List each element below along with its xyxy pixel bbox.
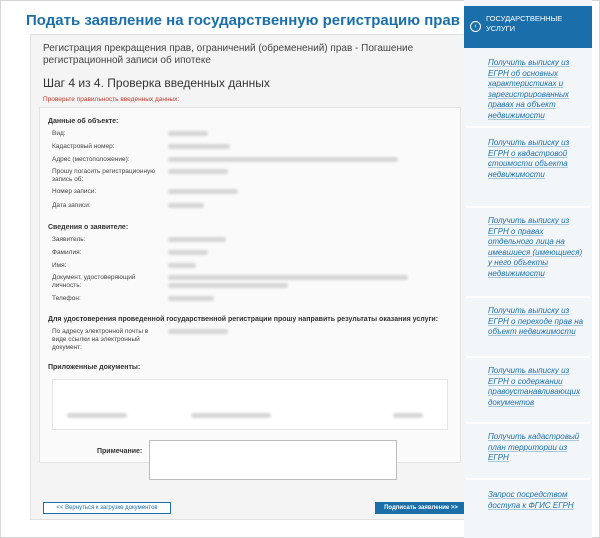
sidebar-link-cadastral-plan[interactable]: Получить кадастровый план территории из ЕГРН	[488, 432, 580, 462]
sidebar-divider	[466, 356, 590, 358]
redacted-value	[168, 157, 398, 162]
object-section-title: Данные об объекте:	[48, 118, 119, 125]
note-label: Примечание:	[97, 448, 143, 455]
redacted-value	[168, 329, 228, 334]
redacted-value	[168, 263, 196, 268]
sidebar-link-person-rights[interactable]: Получить выписку из ЕГРН о правах отдельного лица на имевшиеся (имеющиеся) у него объекты недвижимости	[488, 216, 583, 278]
services-sidebar	[464, 0, 592, 538]
sidebar-link-egrn-main[interactable]: Получить выписку из ЕГРН об основных характеристиках и зарегистрированных правах на объект недвижимости	[488, 58, 570, 120]
applicant-row-label: Документ, удостоверяющий личность:	[52, 274, 136, 289]
result-section-title: Для удостоверения проведенной государственной регистрации прошу направить результаты оказания услуги:	[48, 316, 439, 323]
redacted-value	[191, 413, 271, 418]
applicant-row-label: Телефон:	[52, 295, 81, 302]
redacted-value	[168, 237, 226, 242]
redacted-value	[168, 169, 228, 174]
applicant-row-label: Фамилия:	[52, 249, 82, 256]
sign-application-button[interactable]: Подписать заявление >>	[375, 502, 467, 514]
object-row-label: Номер записи:	[52, 188, 97, 195]
redacted-value	[67, 413, 127, 418]
object-row-label: Кадастровый номер:	[52, 143, 115, 150]
redacted-value	[168, 131, 208, 136]
result-row-label: По адресу электронной почты в виде ссылки на электронный документ:	[52, 328, 149, 351]
redacted-value	[168, 144, 230, 149]
sidebar-divider	[466, 478, 590, 480]
redacted-value	[168, 203, 204, 208]
object-row-label: Дата записи:	[52, 202, 91, 209]
review-data-box	[39, 107, 461, 463]
sidebar-link-rights-transfer[interactable]: Получить выписку из ЕГРН о переходе прав на объект недвижимости	[488, 306, 584, 336]
main-content	[14, 0, 460, 538]
back-to-upload-button[interactable]: << Вернуться к загрузке документов	[43, 502, 171, 514]
sidebar-divider	[466, 206, 590, 208]
sidebar-header[interactable]	[464, 6, 592, 48]
sidebar-link-title-documents[interactable]: Получить выписку из ЕГРН о содержании правоустанавливающих документов	[488, 366, 580, 407]
attached-docs-table	[52, 379, 448, 430]
service-name: Регистрация прекращения прав, ограничений (обременений) прав - Погашение регистрационной записи об ипотеке	[43, 43, 414, 66]
redacted-value	[168, 250, 208, 255]
redacted-value	[168, 189, 238, 194]
redacted-value	[168, 275, 408, 280]
step-title: Шаг 4 из 4. Проверка введенных данных	[43, 76, 270, 90]
docs-section-title: Приложенные документы:	[48, 364, 141, 371]
applicant-row-label: Имя:	[52, 262, 67, 269]
sidebar-divider	[466, 422, 590, 424]
object-row-label: Прошу погасить регистрационную запись об:	[52, 168, 156, 183]
check-note: Проверьте правильность введенных данных:	[43, 96, 180, 103]
sidebar-header-label: ГОСУДАРСТВЕННЫЕ УСЛУГИ	[486, 14, 563, 33]
sidebar-divider	[466, 296, 590, 298]
sidebar-divider	[466, 126, 590, 128]
redacted-value	[168, 283, 288, 288]
redacted-value	[168, 296, 214, 301]
applicant-row-label: Заявитель:	[52, 236, 86, 243]
applicant-section-title: Сведения о заявителе:	[48, 224, 129, 231]
sidebar-link-fgis-access[interactable]: Запрос посредством доступа к ФГИС ЕГРН	[488, 490, 574, 510]
object-row-label: Адрес (местоположение):	[52, 156, 130, 163]
object-row-label: Вид:	[52, 130, 66, 137]
sidebar-link-cadastral-value[interactable]: Получить выписку из ЕГРН о кадастровой стоимости объекта недвижимости	[488, 138, 570, 179]
form-panel	[30, 34, 470, 520]
chevron-left-circle-icon[interactable]: ‹	[470, 21, 481, 32]
redacted-value	[393, 413, 423, 418]
note-field[interactable]	[149, 440, 397, 480]
page-title: Подать заявление на государственную регистрацию прав	[26, 12, 460, 29]
